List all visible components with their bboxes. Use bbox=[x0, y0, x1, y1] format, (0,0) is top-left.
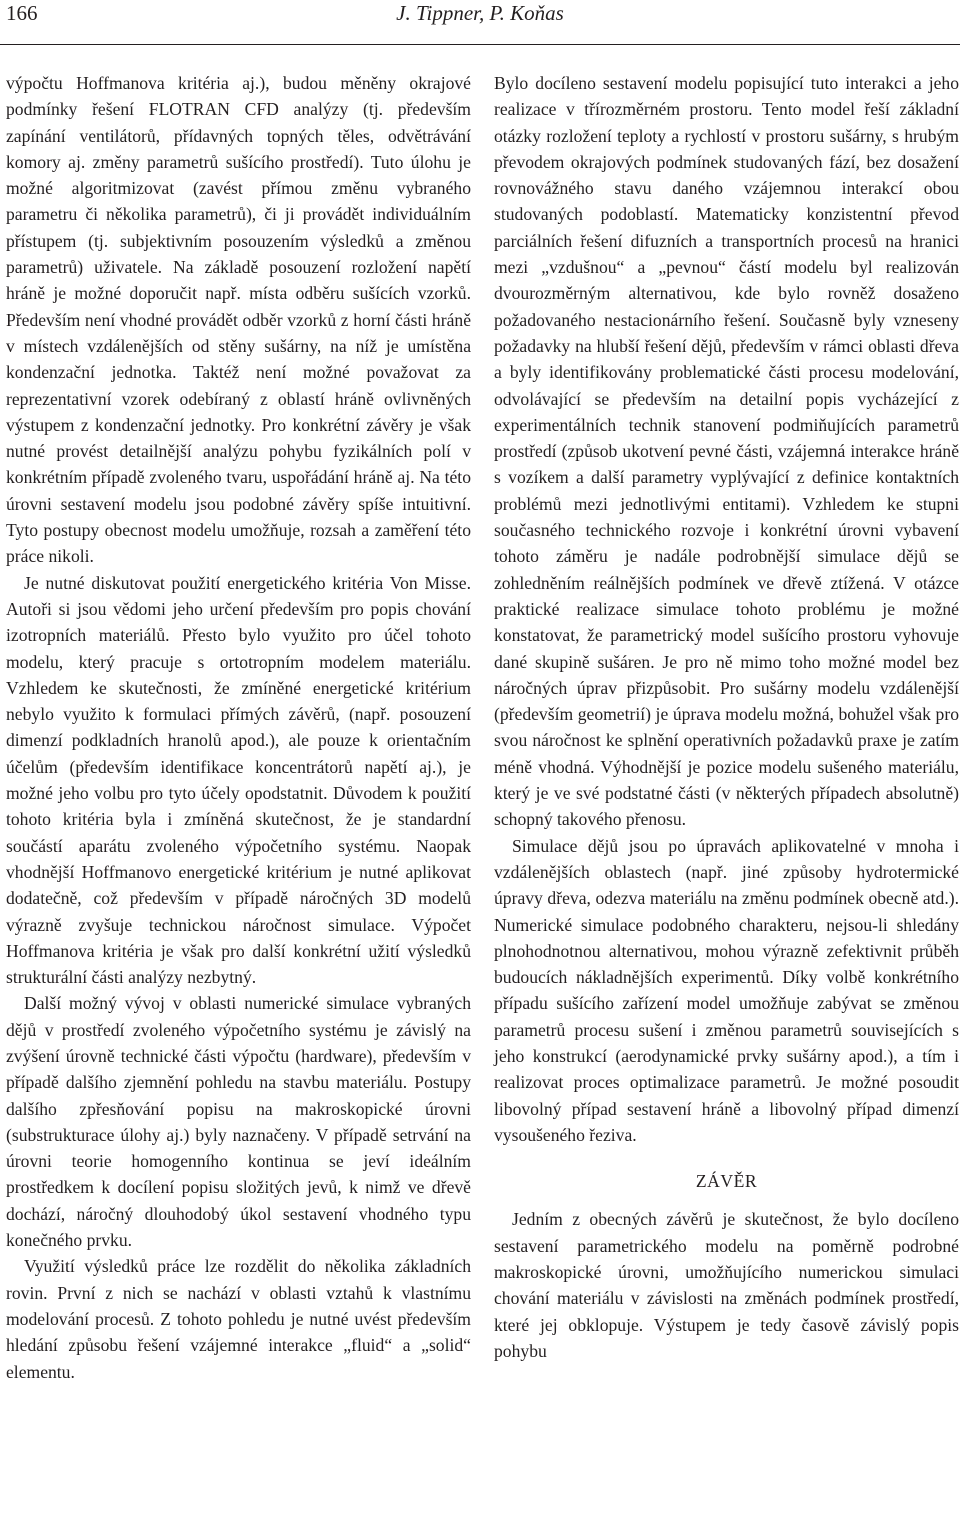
section-heading-conclusion: ZÁVĚR bbox=[695, 1171, 758, 1192]
header-rule bbox=[0, 44, 960, 45]
running-header bbox=[0, 0, 960, 50]
paragraph: výpočtu Hoffmanova kritéria aj.), budou měněny okrajové podmínky řešení FLOTRAN CFD analýzy (tj. především zapínání ventilátorů, přídavných topných těles, odvětrávání komory aj. změny parametrů sušícího prostředí). Tuto úlohu je možné algoritmizovat (zavést přímou změnu vybraného parametru či několika parametrů), či ji provádět individuálním přístupem (tj. subjektivním posouzením výsledků a změnou parametrů) uživatele. Na základě posouzení rozložení napětí hráně je možné doporučit např. místa odběru sušících vzorků. Především není vhodné provádět odběr vzorků z horní části hráně v místech vzdálenějších od stěny sušárny, na níž je umístěna kondenzační jednotka. Taktéž není možné považovat za reprezentativní vzorek odebíraný z oblastí hráně ovlivněných výstupem z kondenzační jednotky. Pro konkrétní závěry je však nutné provést detailnější analýzu pohybu fyzikálních polí v konkrétním případě zvoleného tvaru, uspořádání hráně aj. Na této úrovni sestavení modelu jsou podobné závěry spíše intuitivní. Tyto postupy obecnost modelu umožňuje, rozsah a zaměření této práce nikoli. bbox=[6, 73, 471, 567]
paragraph: Je nutné diskutovat použití energetického kritéria Von Misse. Autoři si jsou vědomi jeho určení především pro popis chování izotropních materiálů. Přesto bylo využito pro účel tohoto modelu, který pracuje s ortotropním modelem materiálu. Vzhledem ke skutečnosti, že zmíněné energetické kritérium nebylo využito k formulaci přímých závěrů, (např. posouzení dimenzí podkladních hranolů apod.), ale pouze k orientačním účelům (především identifikace koncentrátorů napětí aj.), je možné jeho volbu pro tyto účely opodstatnit. Důvodem k použití tohoto kritéria byla i zmíněná skutečnost, že je standardní součástí aparátu zvoleného výpočetního systému. Naopak vhodnější Hoffmanovo energetické kritérium je nutné aplikovat dodatečně, což především v případě náročných 3D modelů výrazně zvyšuje technickou náročnost simulace. Výpočet Hoffmanova kritéria je však pro další konkrétní užití výsledků strukturální části analýzy nezbytný. bbox=[6, 572, 471, 988]
paragraph: Využití výsledků práce lze rozdělit do několika základních rovin. První z nich se nachází v oblasti vztahů k vlastnímu modelování procesů. Z tohoto pohledu je nutné uvést především hledání způsobu řešení vzájemné interakce „fluid“ a „solid“ elementu. bbox=[6, 1256, 471, 1382]
left-column bbox=[6, 70, 471, 1385]
running-title: J. Tippner, P. Koňas bbox=[396, 1, 564, 25]
paragraph: Další možný vývoj v oblasti numerické simulace vybraných dějů v prostředí zvoleného výpočetního systému je závislý na zvýšení úrovně technické části výpočtu (hardware), především v případě dalšího zjemnění pohledu na stavbu materiálu. Postupy dalšího zpřesňování popisu na makroskopické úrovni (substrukturace úlohy aj.) byly naznačeny. V případě setrvání na úrovni teorie homogenního kontinua se jeví ideálním prostředkem k docílení popisu složitých jevů, k nimž ve dřevě dochází, náročný dlouhodobý úkol sestavení vhodného typu konečného prvku. bbox=[6, 993, 471, 1251]
right-column bbox=[494, 70, 959, 1364]
conclusion-paragraph: Jedním z obecných závěrů je skutečnost, že bylo docíleno sestavení parametrického modelu na poměrně podrobné makroskopické úrovni, umožňujícího numerickou simulaci chování materiálu v závislosti na změnách podmínek prostředí, které jej obklopuje. Výstupem je tedy časově závislý popis pohybu bbox=[494, 1209, 959, 1361]
paragraph: Bylo docíleno sestavení modelu popisující tuto interakci a jeho realizace v třírozměrném prostoru. Tento model řeší základní otázky rozložení teploty a rychlostí v prostoru sušárny, s hrubým převodem okrajových podmínek studovaných fází, bez dosažení rovnovážného stavu daného vzájemnou interakcí obou studovaných podoblastí. Matematicky konzistentní převod parciálních řešení difuzních a transportních procesů na hranici mezi „vzdušnou“ a „pevnou“ částí modelu byl realizován dvourozměrným alternativou, kde bylo rovněž dosaženo požadovaného nestacionárního řešení. Současně byly vzneseny požadavky na hlubší řešení dějů, především v rámci oblasti dřeva a byly identifikovány problematické části procesu modelování, odvolávající se především na detailní popis vycházející z experimentálních technik stanovení podmiňujících parametrů prostředí (způsob ukotvení pevné části, vzájemná interakce hráně s vozíkem a další parametry vyplývající z definice kontaktních problémů mezi jednotlivými entitami). Vzhledem ke stupni současného technického rozvoje i konkrétní úrovni vybavení tohoto záměru je nadále podrobnější simulace dějů se zohledněním reálnějších podmínek ve dřevě ztížená. V otázce praktické realizace simulace tohoto problému je možné konstatovat, že parametrický model sušícího prostoru vyhovuje dané skupině sušáren. Je pro ně mimo toho možné model bez náročných úprav přizpůsobit. Pro sušárny modelu vzdálenější (především geometrií) je úprava modelu možná, bohužel však pro svou náročnost ke splnění operativních požadavků praxe je zatím méně vhodná. Výhodnější je pozice modelu sušeného materiálu, který je ve své podstatné části (v některých případech absolutně) schopný takového přenosu. bbox=[494, 73, 959, 830]
page-number: 166 bbox=[6, 1, 38, 25]
paragraph: Simulace dějů jsou po úpravách aplikovatelné v mnoha i vzdálenějších oblastech (např. jiné způsoby hydrotermické úpravy dřeva, odezva materiálu na změnu podmínek obecně atd.). Numerické simulace podobného charakteru, nejsou-li shledány plnohodnotnou alternativou, mohou výrazně zefektivnit průběh budoucích nákladnějších experimentů. Díky volbě konkrétního případu sušícího zařízení model umožňuje zabývat se změnou parametrů procesu sušení i změnou parametrů souvisejících s jeho konstrukcí (aerodynamické prvky sušárny apod.), a tím i realizovat proces optimalizace parametrů. Je možné posoudit libovolný případ sestavení hráně a libovolný případ dimenzí vysoušeného řeziva. bbox=[494, 835, 959, 1145]
